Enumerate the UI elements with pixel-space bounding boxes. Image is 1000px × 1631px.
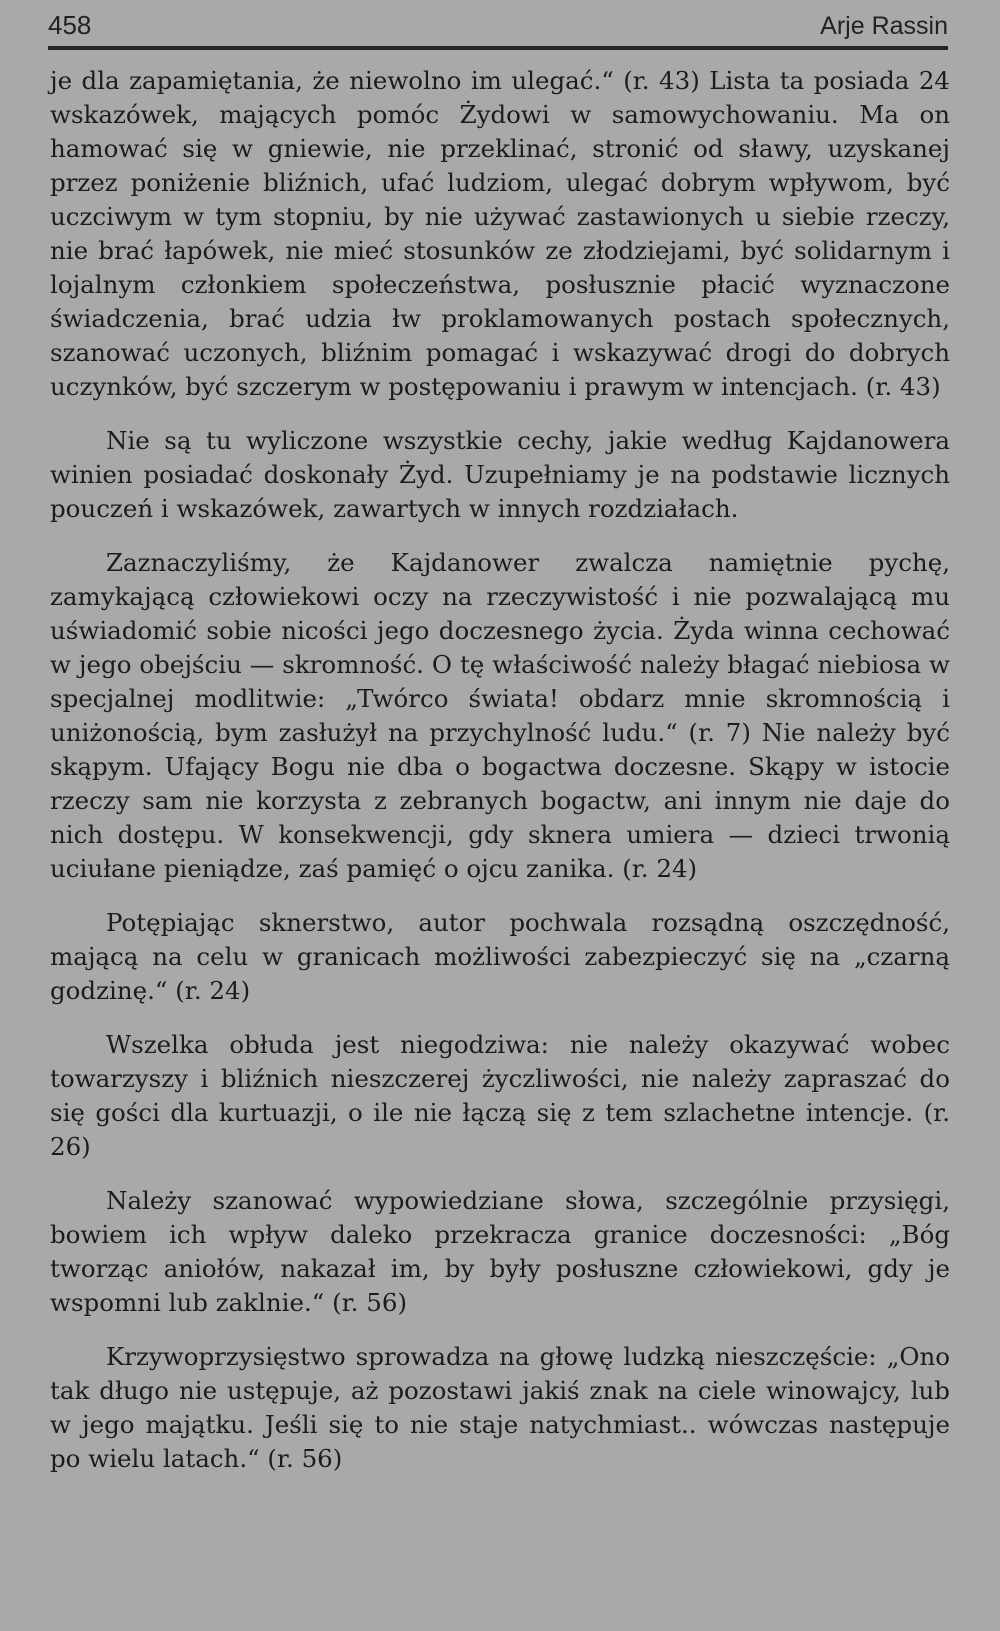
paragraph: je dla zapamiętania, że niewolno im ulegać.“ (r. 43) Lista ta posiada 24 wskazówek, mających pomóc Żydowi w samowychowaniu. Ma on hamować się w gniewie, nie przeklinać, stronić od sławy, uzyskanej przez poniżenie bliźnich, ufać ludziom, ulegać dobrym wpływom, być uczciwym w tym stopniu, by nie używać zastawionych u siebie rzeczy, nie brać łapówek, nie mieć stosunków ze złodziejami, być solidarnym i lojalnym członkiem społeczeństwa, posłusznie płacić wyznaczone świadczenia, brać udzia łw proklamowanych postach społecznych, szanować uczonych, bliźnim pomagać i wskazywać drogi do dobrych uczynków, być szczerym w postępowaniu i prawym w intencjach. (r. 43) — [50, 66, 950, 401]
paragraph: Krzywoprzysięstwo sprowadza na głowę ludzką nieszczęście: „Ono tak długo nie ustępuje, aż pozostawi jakiś znak na ciele winowajcy, lub w jego majątku. Jeśli się to nie staje natychmiast.. wówczas następuje po wielu latach.“ (r. 56) — [50, 1342, 950, 1473]
paragraph: Zaznaczyliśmy, że Kajdanower zwalcza namiętnie pychę, zamykającą człowiekowi oczy na rzeczywistość i nie pozwalającą mu uświadomić sobie nicości jego doczesnego życia. Żyda winna cechować w jego obejściu — skromność. O tę właściwość należy błagać niebiosa w specjalnej modlitwie: „Twórco świata! obdarz mnie skromnością i uniżonością, bym zasłużył na przychylność ludu.“ (r. 7) Nie należy być skąpym. Ufający Bogu nie dba o bogactwa doczesne. Skąpy w istocie rzeczy sam nie korzysta z zebranych bogactw, ani innym nie daje do nich dostępu. W konsekwencji, gdy sknera umiera — dzieci trwonią uciułane pieniądze, zaś pamięć o ojcu zanika. (r. 24) — [50, 548, 950, 883]
paragraph: Należy szanować wypowiedziane słowa, szczególnie przysięgi, bowiem ich wpływ daleko przekracza granice doczesności: „Bóg tworząc aniołów, nakazał im, by były posłuszne człowiekowi, gdy je wspomni lub zaklnie.“ (r. 56) — [50, 1186, 950, 1317]
page-header — [48, 6, 948, 50]
paragraph: Nie są tu wyliczone wszystkie cechy, jakie według Kajdanowera winien posiadać doskonały Żyd. Uzupełniamy je na podstawie licznych pouczeń i wskazówek, zawartych w innych rozdziałach. — [50, 426, 950, 523]
page-number: 458 — [48, 10, 92, 40]
running-head: Arje Rassin — [820, 12, 948, 40]
paragraph: Potępiając sknerstwo, autor pochwala rozsądną oszczędność, mającą na celu w granicach możliwości zabezpieczyć się na „czarną godzinę.“ (r. 24) — [50, 908, 950, 1005]
body-text — [50, 64, 950, 1496]
paragraph: Wszelka obłuda jest niegodziwa: nie należy okazywać wobec towarzyszy i bliźnich nieszczerej życzliwości, nie należy zapraszać do się gości dla kurtuazji, o ile nie łączą się z tem szlachetne intencje. (r. 26) — [50, 1030, 950, 1161]
